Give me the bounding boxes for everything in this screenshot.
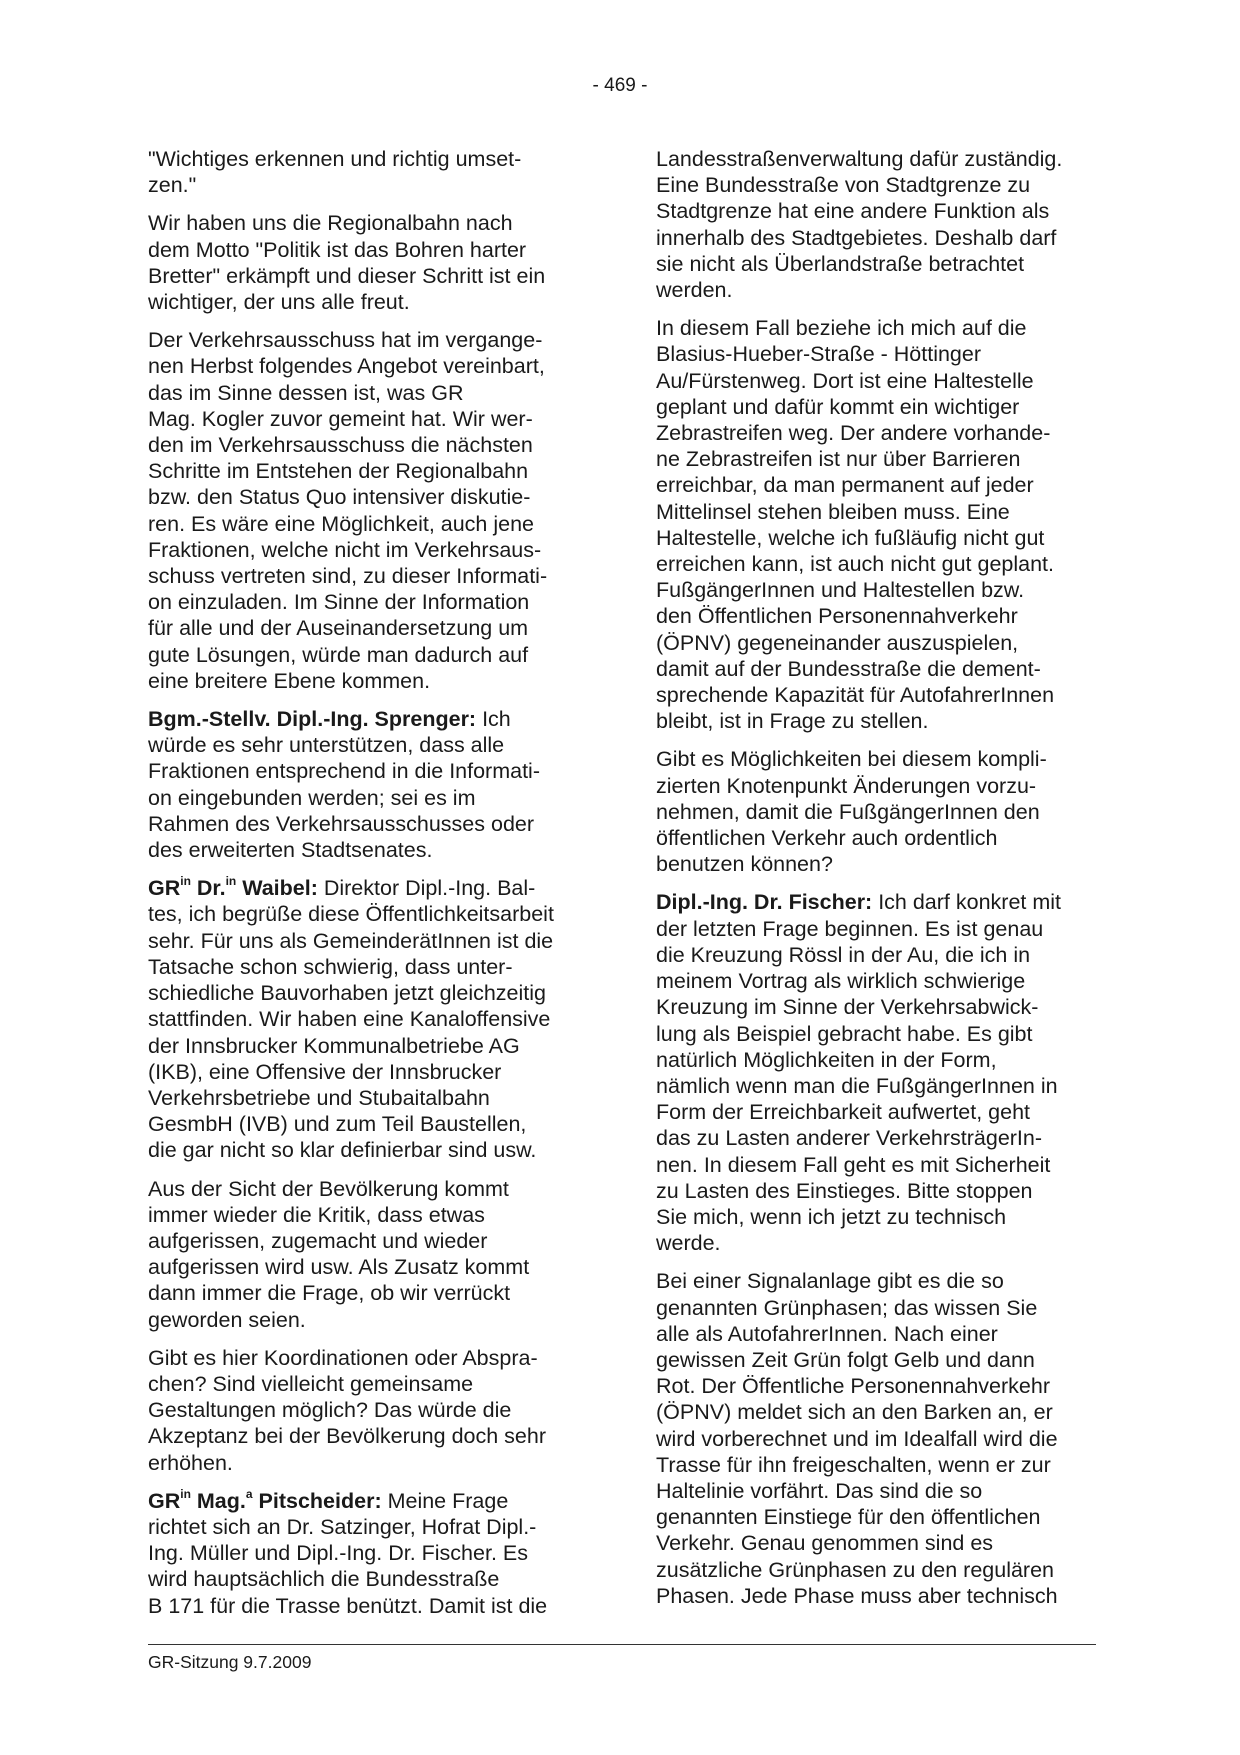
speech-sprenger: [148, 706, 598, 863]
paragraph: Gibt es hier Koordinationen oder Abspra- chen? Sind vielleicht gemeinsame Gestaltungen möglich? Das würde die Akzeptanz bei der Bevölkerung doch sehr erhöhen.: [148, 1345, 546, 1475]
speech-text: Ich darf konkret mit der letzten Frage beginnen. Es ist genau die Kreuzung Rössl in der Au, die ich in meinem Vortrag als wirklich schwierige Kreuzung im Sinne der Verkehrsabwick- lung als Beispiel gebracht habe. Es gibt natürlich Möglichkeiten in der Form, nämlich wenn man die FußgängerInnen in Form der Erreichbarkeit aufwertet, geht das zu Lasten anderer VerkehrsträgerIn- nen. In diesem Fall geht es mit Sicherheit zu Lasten des Einstieges. Bitte stoppen Sie mich, wenn ich jetzt zu technisch werde.: [656, 890, 1062, 1256]
paragraph: Der Verkehrsausschuss hat im vergange- nen Herbst folgendes Angebot vereinbart, das im Sinne dessen ist, was GR Mag. Kogler zuvor gemeint hat. Wir wer- den im Verkehrsausschuss die nächsten Schritte im Entstehen der Regionalbahn bzw. den Status Quo intensiver diskutie- ren. Es wäre eine Möglichkeit, auch jene Fraktionen, welche nicht im Verkehrsaus- schuss vertreten sind, zu dieser Informati- on einzuladen. Im Sinne der Information für alle und der Auseinandersetzung um gute Lösungen, würde man dadurch auf eine breitere Ebene kommen.: [148, 328, 548, 693]
footer-divider: [148, 1644, 1096, 1645]
speaker-degree-sup: in: [225, 874, 237, 889]
speech-text: Direktor Dipl.-Ing. Bal- tes, ich begrüße diese Öffentlichkeitsarbeit sehr. Für uns als GemeinderätInnen ist die Tatsache schon schwierig, dass unter- schiedliche Bauvorhaben jetzt gleichzeitig stattfinden. Wir haben eine Kanaloffensive der Innsbrucker Kommunalbetriebe AG (IKB), eine Offensive der Innsbrucker Verkehrsbetriebe und Stubaitalbahn GesmbH (IVB) und zum Teil Baustellen, die gar nicht so klar definierbar sind usw.: [148, 876, 554, 1163]
speaker-surname: Waibel:: [236, 876, 318, 901]
speaker-degree: Mag.: [190, 1488, 246, 1513]
paragraph: Aus der Sicht der Bevölkerung kommt immer wieder die Kritik, dass etwas aufgerissen, zugemacht und wieder aufgerissen wird usw. Als Zusatz kommt dann immer die Frage, ob wir verrückt geworden seien.: [148, 1176, 530, 1332]
paragraph: Wir haben uns die Regionalbahn nach dem Motto "Politik ist das Bohren harter Bretter" erkämpft und dieser Schritt ist ein wichtiger, der uns alle freut.: [148, 211, 546, 315]
footer-session-date: GR-Sitzung 9.7.2009: [148, 1652, 312, 1672]
speaker-degree: Dr.: [190, 876, 226, 901]
paragraph: Bei einer Signalanlage gibt es die so genannten Grünphasen; das wissen Sie alle als AutofahrerInnen. Nach einer gewissen Zeit Grün folgt Gelb und dann Rot. Der Öffentliche Personennahverkehr (ÖPNV) meldet sich an den Barken an, er wird vorberechnet und im Idealfall wird die Trasse für ihn freigeschalten, wenn er zur Haltelinie vorfährt. Das sind die so genannten Einstiege für den öffentlichen Verkehr. Genau genommen sind es zusätzliche Grünphasen zu den regulären Phasen. Jede Phase muss aber technisch: [656, 1269, 1058, 1608]
speaker-title-sup: in: [180, 874, 191, 889]
speech-waibel: [148, 875, 598, 1163]
speech-fischer: [656, 889, 1096, 1256]
speaker-surname: Pitscheider:: [252, 1488, 382, 1513]
speaker-name: Bgm.-Stellv. Dipl.-Ing. Sprenger:: [148, 707, 477, 732]
speaker-degree-sup: a: [245, 1486, 253, 1501]
paragraph: Landesstraßenverwaltung dafür zuständig. Eine Bundesstraße von Stadtgrenze zu Stadtgrenze hat eine andere Funktion als innerhalb des Stadtgebietes. Deshalb darf sie nicht als Überlandstraße betrachtet werden.: [656, 147, 1063, 303]
right-column: [656, 146, 1096, 1621]
speaker-title: GR: [148, 1488, 181, 1513]
paragraph: In diesem Fall beziehe ich mich auf die Blasius-Hueber-Straße - Höttinger Au/Fürstenweg. Dort ist eine Haltestelle geplant und dafür kommt ein wichtiger Zebrastreifen weg. Der andere vorhande- ne Zebrastreifen ist nur über Barrieren erreichbar, da man permanent auf jeder Mittelinsel stehen bleiben muss. Eine Haltestelle, welche ich fußläufig nicht gut erreichen kann, ist auch nicht gut geplant. FußgängerInnen und Haltestellen bzw. den Öffentlichen Personennahverkehr (ÖPNV) gegeneinander auszuspielen, damit auf der Bundesstraße die dement- sprechende Kapazität für AutofahrerInnen bleibt, ist in Frage zu stellen.: [656, 316, 1055, 734]
speech-text: Ich würde es sehr unterstützen, dass alle Fraktionen entsprechend in die Informati- on eingebunden werden; sei es im Rahmen des Verkehrsausschusses oder des erweiterten Stadtsenates.: [148, 707, 540, 863]
paragraph: "Wichtiges erkennen und richtig umset- zen.": [148, 147, 522, 198]
paragraph: Gibt es Möglichkeiten bei diesem kompli- zierten Knotenpunkt Änderungen vorzu- nehmen, damit die FußgängerInnen den öffentlichen Verkehr auch ordentlich benutzen können?: [656, 747, 1047, 877]
speaker-title-sup: in: [180, 1486, 191, 1501]
page-number: - 469 -: [592, 75, 648, 96]
speaker-name: Dipl.-Ing. Dr. Fischer:: [656, 890, 873, 915]
left-column: [148, 146, 598, 1631]
speech-pitscheider: [148, 1488, 598, 1619]
speaker-title: GR: [148, 876, 181, 901]
speaker-name: [148, 876, 318, 900]
speaker-name: [148, 1486, 382, 1513]
speech-text: Meine Frage richtet sich an Dr. Satzinger, Hofrat Dipl.- Ing. Müller und Dipl.-Ing. Dr. Fischer. Es wird hauptsächlich die Bundesstraße B 171 für die Trasse benützt. Damit ist die: [148, 1488, 548, 1618]
